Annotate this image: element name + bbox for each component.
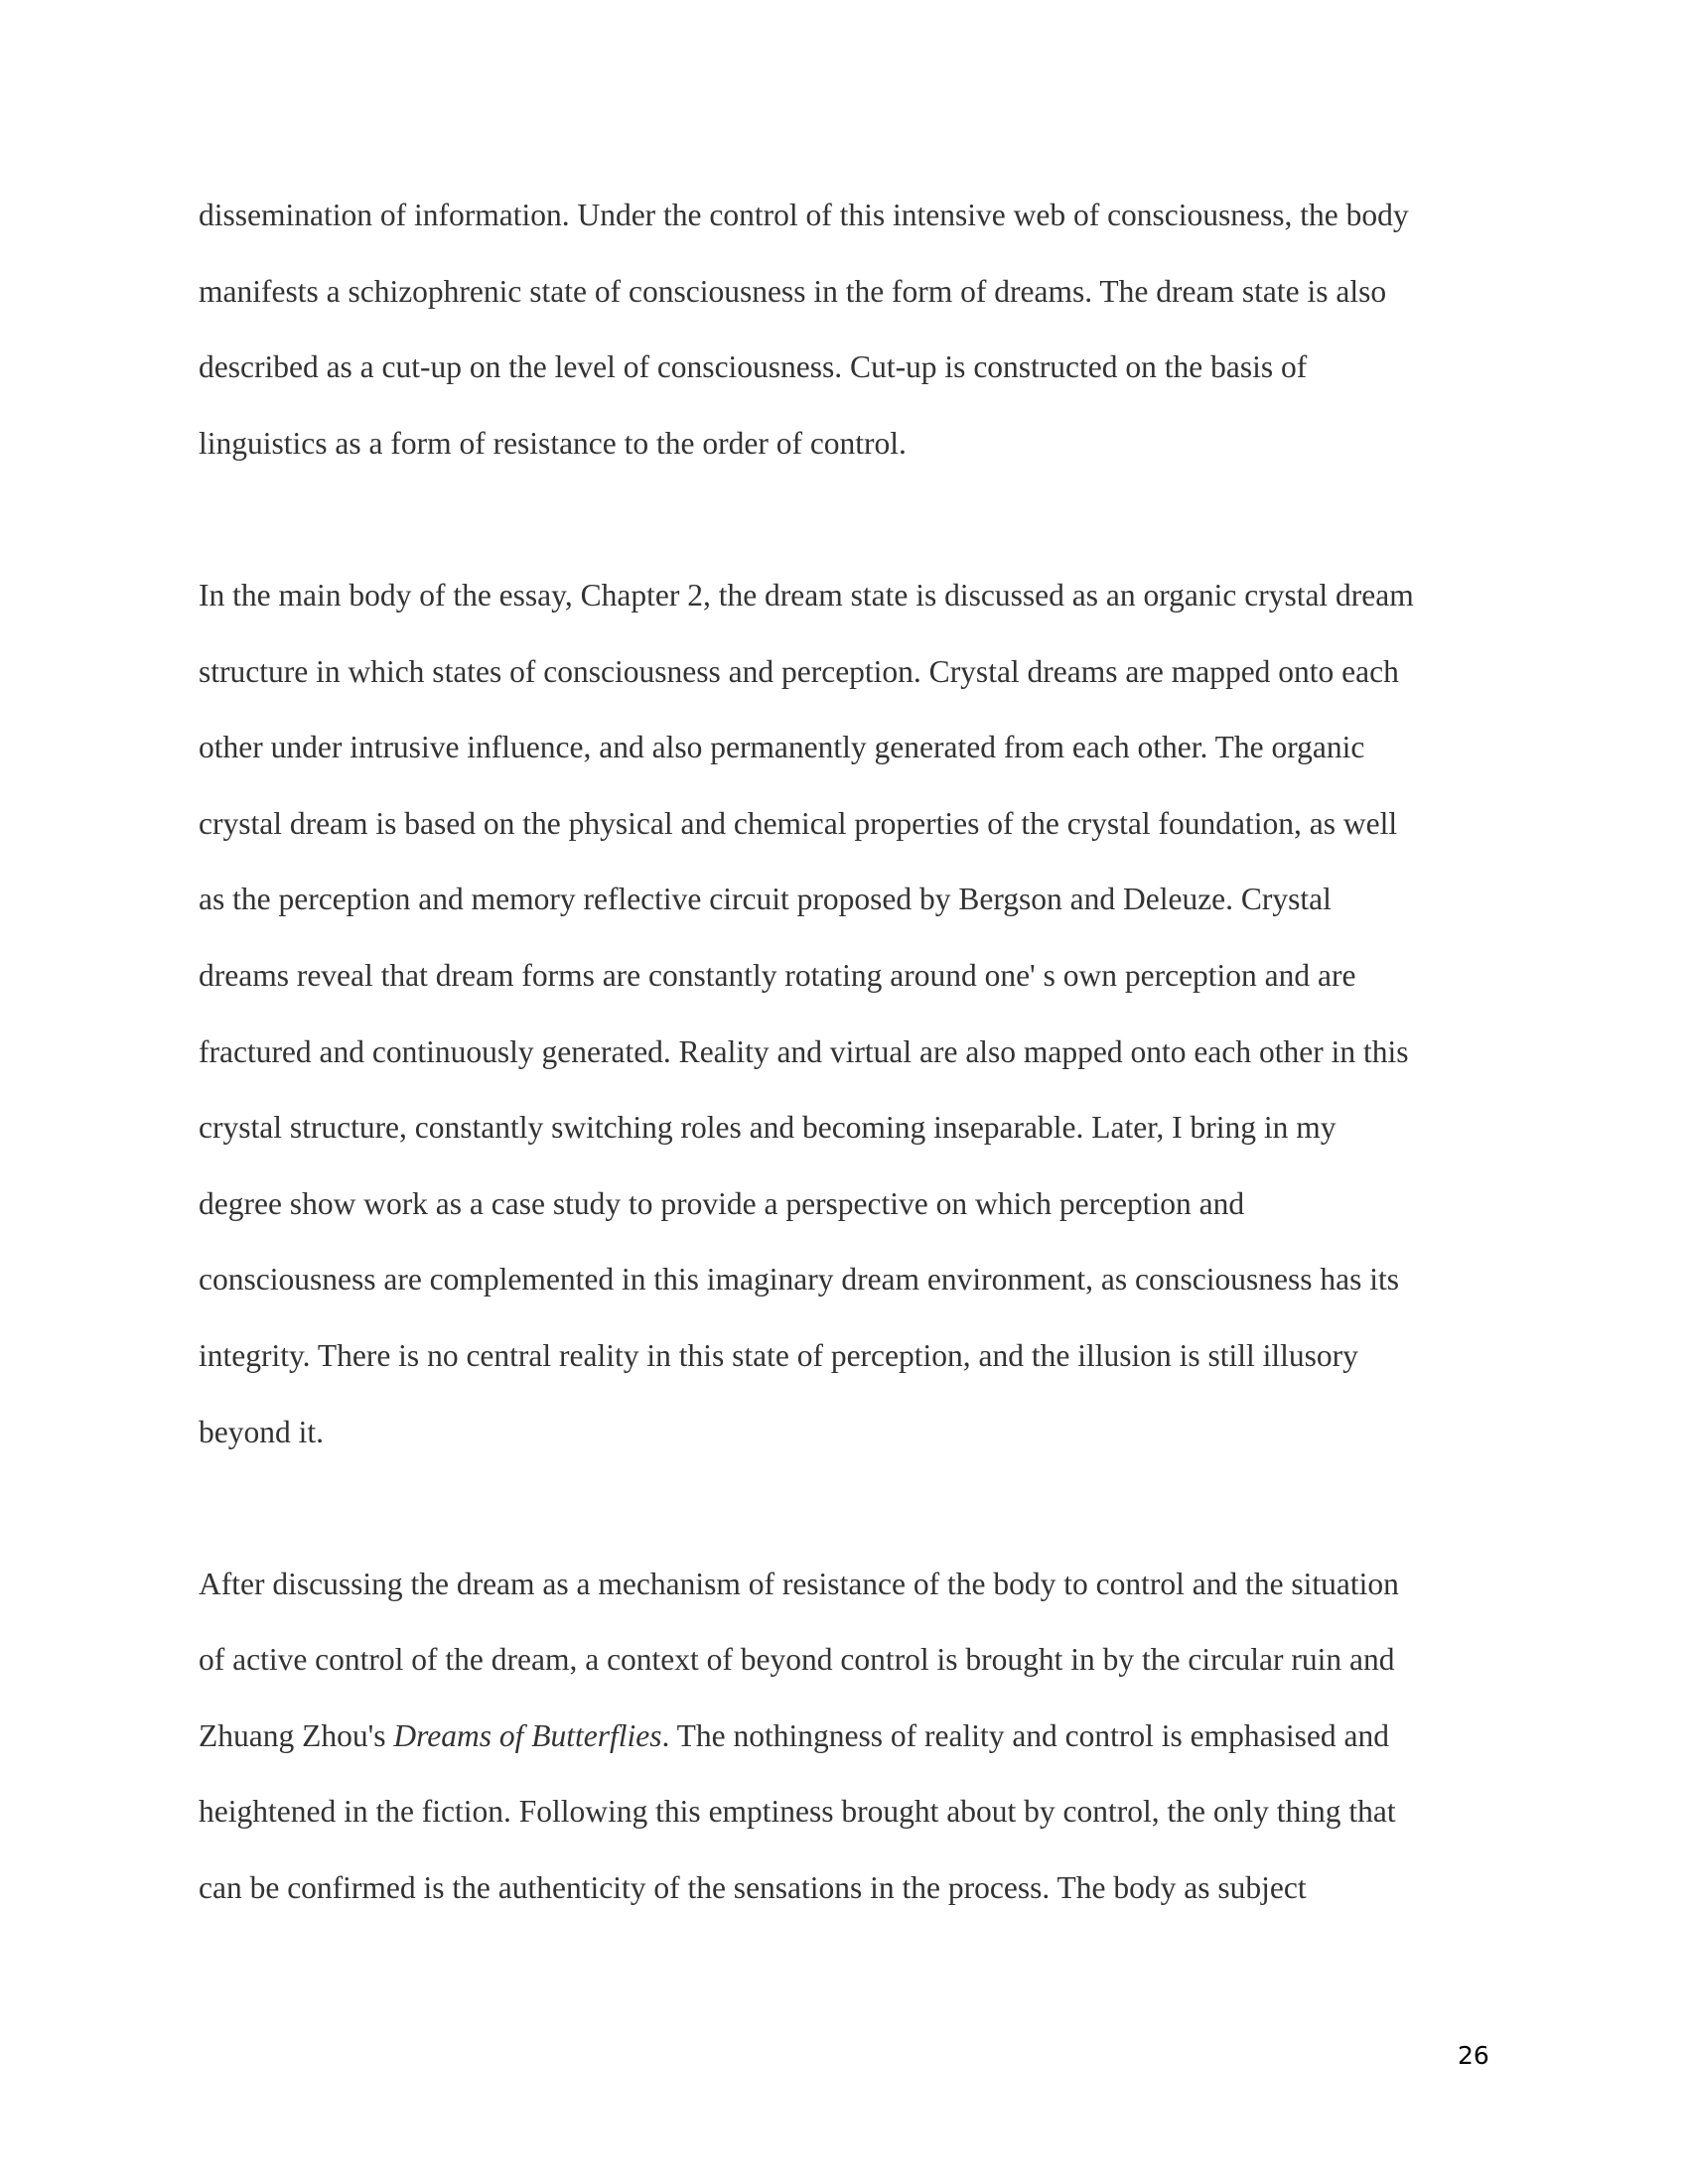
text-line: crystal dream is based on the physical and chemical properties of the crystal foundation, as well [199, 805, 1398, 841]
text-run: . The nothingness of reality and control is emphasised and [661, 1717, 1389, 1753]
text-line [199, 1699, 1509, 1775]
paragraph-3 [199, 1547, 1509, 1927]
page-number: 26 [1458, 2041, 1489, 2070]
text-line: as the perception and memory reflective circuit proposed by Bergson and Deleuze. Crystal [199, 882, 1332, 917]
text-line: of active control of the dream, a context of beyond control is brought in by the circular ruin and [199, 1642, 1395, 1678]
text-line: other under intrusive influence, and also permanently generated from each other. The organic [199, 730, 1365, 765]
book-title-italic: Dreams of Butterflies [393, 1717, 662, 1753]
text-line: integrity. There is no central reality in this state of perception, and the illusion is still illusory [199, 1337, 1358, 1373]
text-run: Zhuang Zhou's [199, 1717, 394, 1753]
paragraph-2 [199, 558, 1509, 1470]
text-line: dreams reveal that dream forms are constantly rotating around one' s own perception and are [199, 957, 1356, 993]
text-line: described as a cut-up on the level of consciousness. Cut-up is constructed on the basis of [199, 349, 1308, 385]
text-line: dissemination of information. Under the control of this intensive web of consciousness, the body [199, 198, 1409, 232]
body-text [199, 178, 1509, 1927]
text-line: degree show work as a case study to provide a perspective on which perception and [199, 1185, 1245, 1221]
text-line: In the main body of the essay, Chapter 2, the dream state is discussed as an organic crystal dream [199, 577, 1414, 613]
text-line: beyond it. [199, 1414, 324, 1449]
text-line: After discussing the dream as a mechanism of resistance of the body to control and the situation [199, 1566, 1399, 1601]
text-line: manifests a schizophrenic state of consciousness in the form of dreams. The dream state is also [199, 273, 1387, 309]
text-line: consciousness are complemented in this imaginary dream environment, as consciousness has its [199, 1262, 1399, 1297]
text-line: heightened in the fiction. Following this emptiness brought about by control, the only thing that [199, 1794, 1396, 1830]
paragraph-1 [199, 178, 1509, 481]
text-line: linguistics as a form of resistance to the order of control. [199, 425, 907, 461]
text-line: structure in which states of consciousness and perception. Crystal dreams are mapped onto each [199, 653, 1399, 689]
text-line: can be confirmed is the authenticity of the sensations in the process. The body as subject [199, 1870, 1307, 1906]
text-line: crystal structure, constantly switching roles and becoming inseparable. Later, I bring in my [199, 1110, 1336, 1146]
text-line: fractured and continuously generated. Reality and virtual are also mapped onto each other in this [199, 1033, 1409, 1069]
